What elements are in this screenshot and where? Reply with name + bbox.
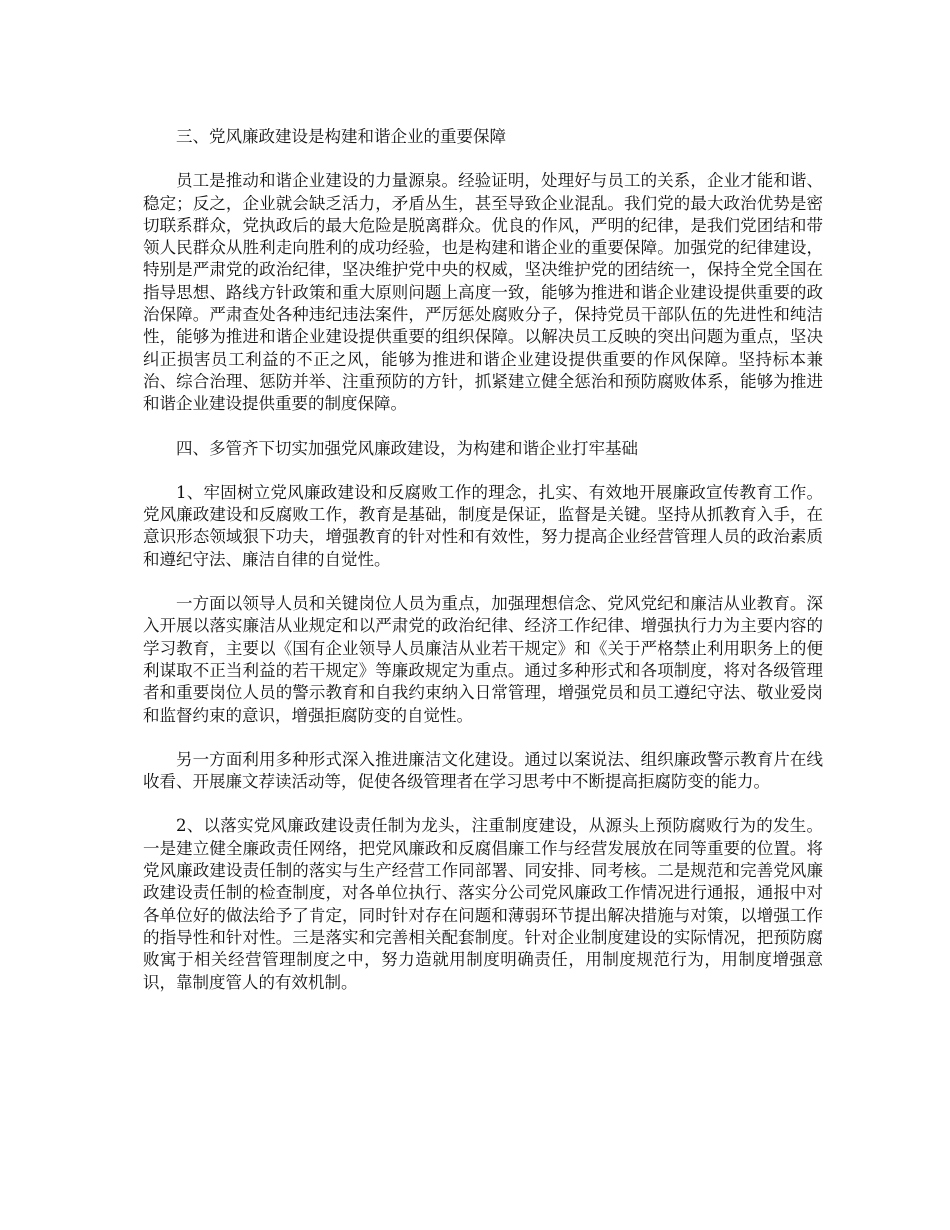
paragraph: 1、牢固树立党风廉政建设和反腐败工作的理念，扎实、有效地开展廉政宣传教育工作。党风廉政建设和反腐败工作，教育是基础，制度是保证，监督是关键。坚持从抓教育入手，在意识形态领域狠下功夫，增强教育的针对性和有效性，努力提高企业经营管理人员的政治素质和遵纪守法、廉洁自律的自觉性。 <box>143 482 823 569</box>
paragraph: 员工是推动和谐企业建设的力量源泉。经验证明，处理好与员工的关系，企业才能和谐、稳定；反之，企业就会缺乏活力，矛盾丛生，甚至导致企业混乱。我们党的最大政治优势是密切联系群众，党执政后的最大危险是脱离群众。优良的作风，严明的纪律，是我们党团结和带领人民群众从胜利走向胜利的成功经验，也是构建和谐企业的重要保障。加强党的纪律建设，特别是严肃党的政治纪律，坚决维护党中央的权威，坚决维护党的团结统一，保持全党全国在指导思想、路线方针政策和重大原则问题上高度一致，能够为推进和谐企业建设提供重要的政治保障。严肃查处各种违纪违法案件，严厉惩处腐败分子，保持党员干部队伍的先进性和纯洁性，能够为推进和谐企业建设提供重要的组织保障。以解决员工反映的突出问题为重点，坚决纠正损害员工利益的不正之风，能够为推进和谐企业建设提供重要的作风保障。坚持标本兼治、综合治理、惩防并举、注重预防的方针，抓紧建立健全惩治和预防腐败体系，能够为推进和谐企业建设提供重要的制度保障。 <box>143 171 823 414</box>
section-heading: 三、党风廉政建设是构建和谐企业的重要保障 <box>176 127 506 146</box>
paragraph: 2、以落实党风廉政建设责任制为龙头，注重制度建设，从源头上预防腐败行为的发生。一是建立健全廉政责任网络，把党风廉政和反腐倡廉工作与经营发展放在同等重要的位置。将党风廉政建设责任制的落实与生产经营工作同部署、同安排、同考核。二是规范和完善党风廉政建设责任制的检查制度，对各单位执行、落实分公司党风廉政工作情况进行通报，通报中对各单位好的做法给予了肯定，同时针对存在问题和薄弱环节提出解决措施与对策，以增强工作的指导性和针对性。三是落实和完善相关配套制度。针对企业制度建设的实际情况，把预防腐败寓于相关经营管理制度之中，努力造就用制度明确责任，用制度规范行为，用制度增强意识，靠制度管人的有效机制。 <box>143 816 823 992</box>
section-heading: 四、多管齐下切实加强党风廉政建设，为构建和谐企业打牢基础 <box>176 438 638 458</box>
paragraph: 另一方面利用多种形式深入推进廉洁文化建设。通过以案说法、组织廉政警示教育片在线收看、开展廉文荐读活动等，促使各级管理者在学习思考中不断提高拒腐防变的能力。 <box>143 749 823 792</box>
document-body <box>143 126 823 1016</box>
paragraph: 一方面以领导人员和关键岗位人员为重点，加强理想信念、党风党纪和廉洁从业教育。深入开展以落实廉洁从业规定和以严肃党的政治纪律、经济工作纪律、增强执行力为主要内容的学习教育，主要以《国有企业领导人员廉洁从业若干规定》和《关于严格禁止利用职务上的便利谋取不正当利益的若干规定》等廉政规定为重点。通过多种形式和各项制度，将对各级管理者和重要岗位人员的警示教育和自我约束纳入日常管理，增强党员和员工遵纪守法、敬业爱岗和监督约束的意识，增强拒腐防变的自觉性。 <box>143 594 823 725</box>
